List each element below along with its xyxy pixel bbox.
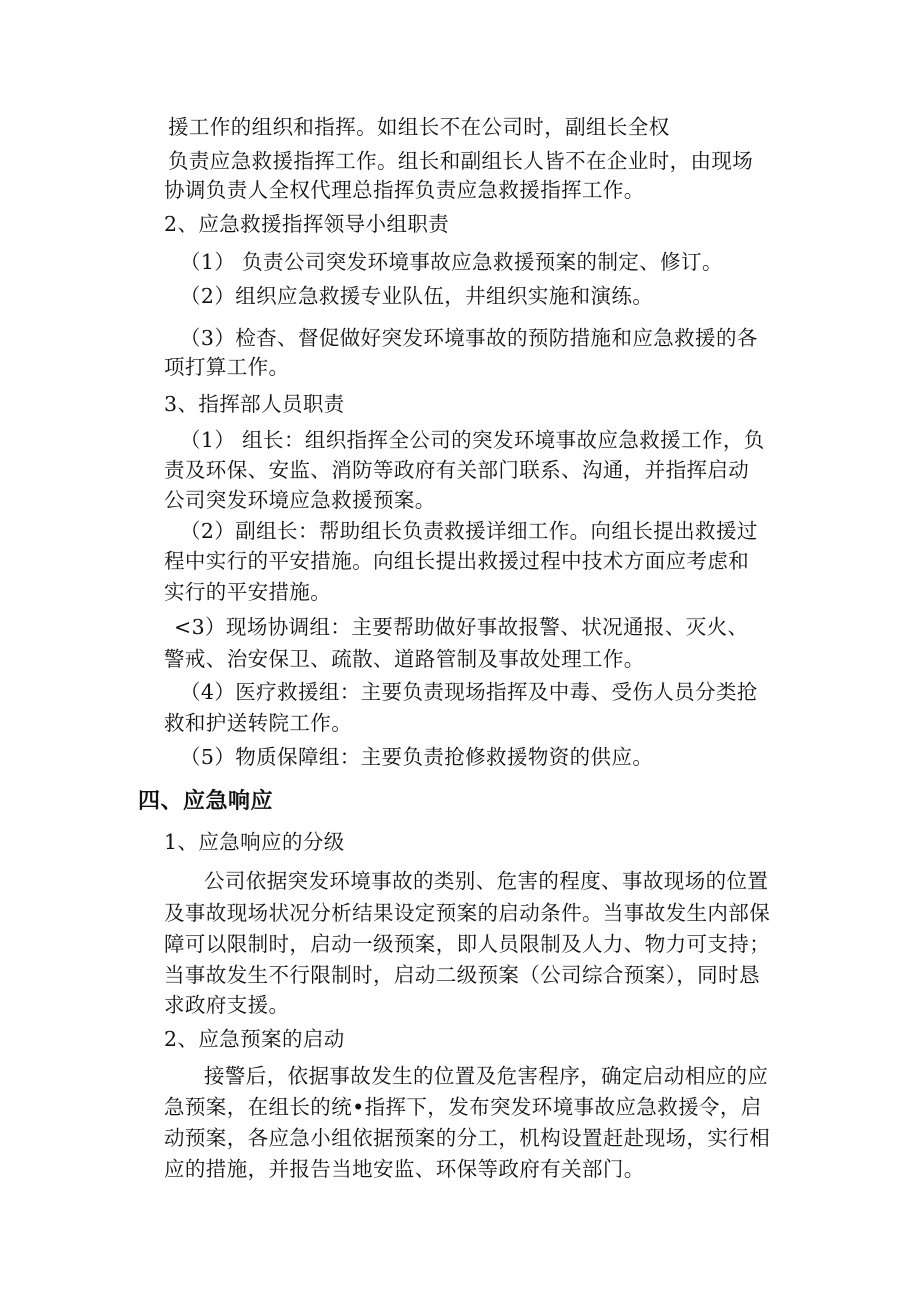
section-subheading: 2、应急救援指挥领导小组职责	[164, 212, 450, 236]
text-line: 实行的平安措施。	[164, 580, 332, 604]
list-item: （4）医疗救援组：主要负责现场指挥及中毒、受伤人员分类抢	[180, 680, 758, 704]
text-line: 公司突发环境应急救援预案。	[164, 488, 436, 512]
text-line: 负责应急救援指挥工作。组长和副组长人皆不在企业时，由现场	[168, 149, 754, 173]
list-item: （5）物质保障组：主要负责抢修救援物资的供应。	[180, 745, 654, 769]
text-line: 协调负责人全权代理总指挥负责应急救援指挥工作。	[164, 178, 645, 202]
list-item: <3）现场协调组：主要帮助做好事故报警、状况通报、灭火、	[174, 615, 749, 639]
text-line: 急预案，在组长的统•指挥下，发布突发环境事故应急救援令，启	[164, 1095, 762, 1119]
text-line: 项打算工作。	[164, 355, 290, 379]
text-line: 及事故现场状况分析结果设定预案的启动条件。当事故发生内部保	[164, 901, 771, 925]
text-line: 公司依据突发环境事故的类别、危害的程度、事故现场的位置	[204, 869, 769, 893]
text-line: 求政府支援。	[164, 993, 290, 1017]
text-line: 障可以限制时，启动一级预案，即人员限制及人力、物力可支持；	[164, 932, 771, 956]
text-line: 援工作的组织和指挥。如组长不在公司时，副组长全权	[168, 115, 670, 139]
list-item: （1） 组长：组织指挥全公司的突发环境事故应急救援工作，负	[180, 428, 765, 452]
text-line: 应的措施，并报告当地安监、环保等政府有关部门。	[164, 1157, 645, 1181]
text-line: 当事故发生不行限制时，启动二级预案（公司综合预案），同时恳	[164, 963, 760, 987]
section-subheading: 2、应急预案的启动	[164, 1027, 345, 1051]
section-heading: 四、应急响应	[138, 789, 274, 814]
text-line: 责及环保、安监、消防等政府有关部门联系、沟通，并指挥启动	[164, 458, 750, 482]
section-subheading: 1、应急响应的分级	[164, 830, 345, 854]
list-item: （3）检杳、督促做好突发环境事故的预防措施和应急救援的各	[180, 326, 758, 350]
text-line: 救和护送转院工作。	[164, 711, 353, 735]
text-line: 动预案，各应急小组依据预案的分工，机构设置赶赴现场，实行相	[164, 1126, 771, 1150]
section-subheading: 3、指挥部人员职责	[164, 392, 345, 416]
list-item: （2）组织应急救援专业队伍，井组织实施和演练。	[180, 284, 654, 308]
text-line: 接警后，依据事故发生的位置及危害程序，确定启动相应的应	[204, 1064, 769, 1088]
text-line: 警戒、治安保卫、疏散、道路管制及事故处理工作。	[164, 647, 645, 671]
list-item: （2）副组长：帮助组长负责救援详细工作。向组长提出救援过	[180, 519, 758, 543]
text-line: 程中实行的平安措施。向组长提出救援过程中技术方面应考虑和	[164, 549, 750, 573]
list-item: （1） 负责公司突发环境事故应急救援预案的制定、修订。	[180, 250, 723, 274]
